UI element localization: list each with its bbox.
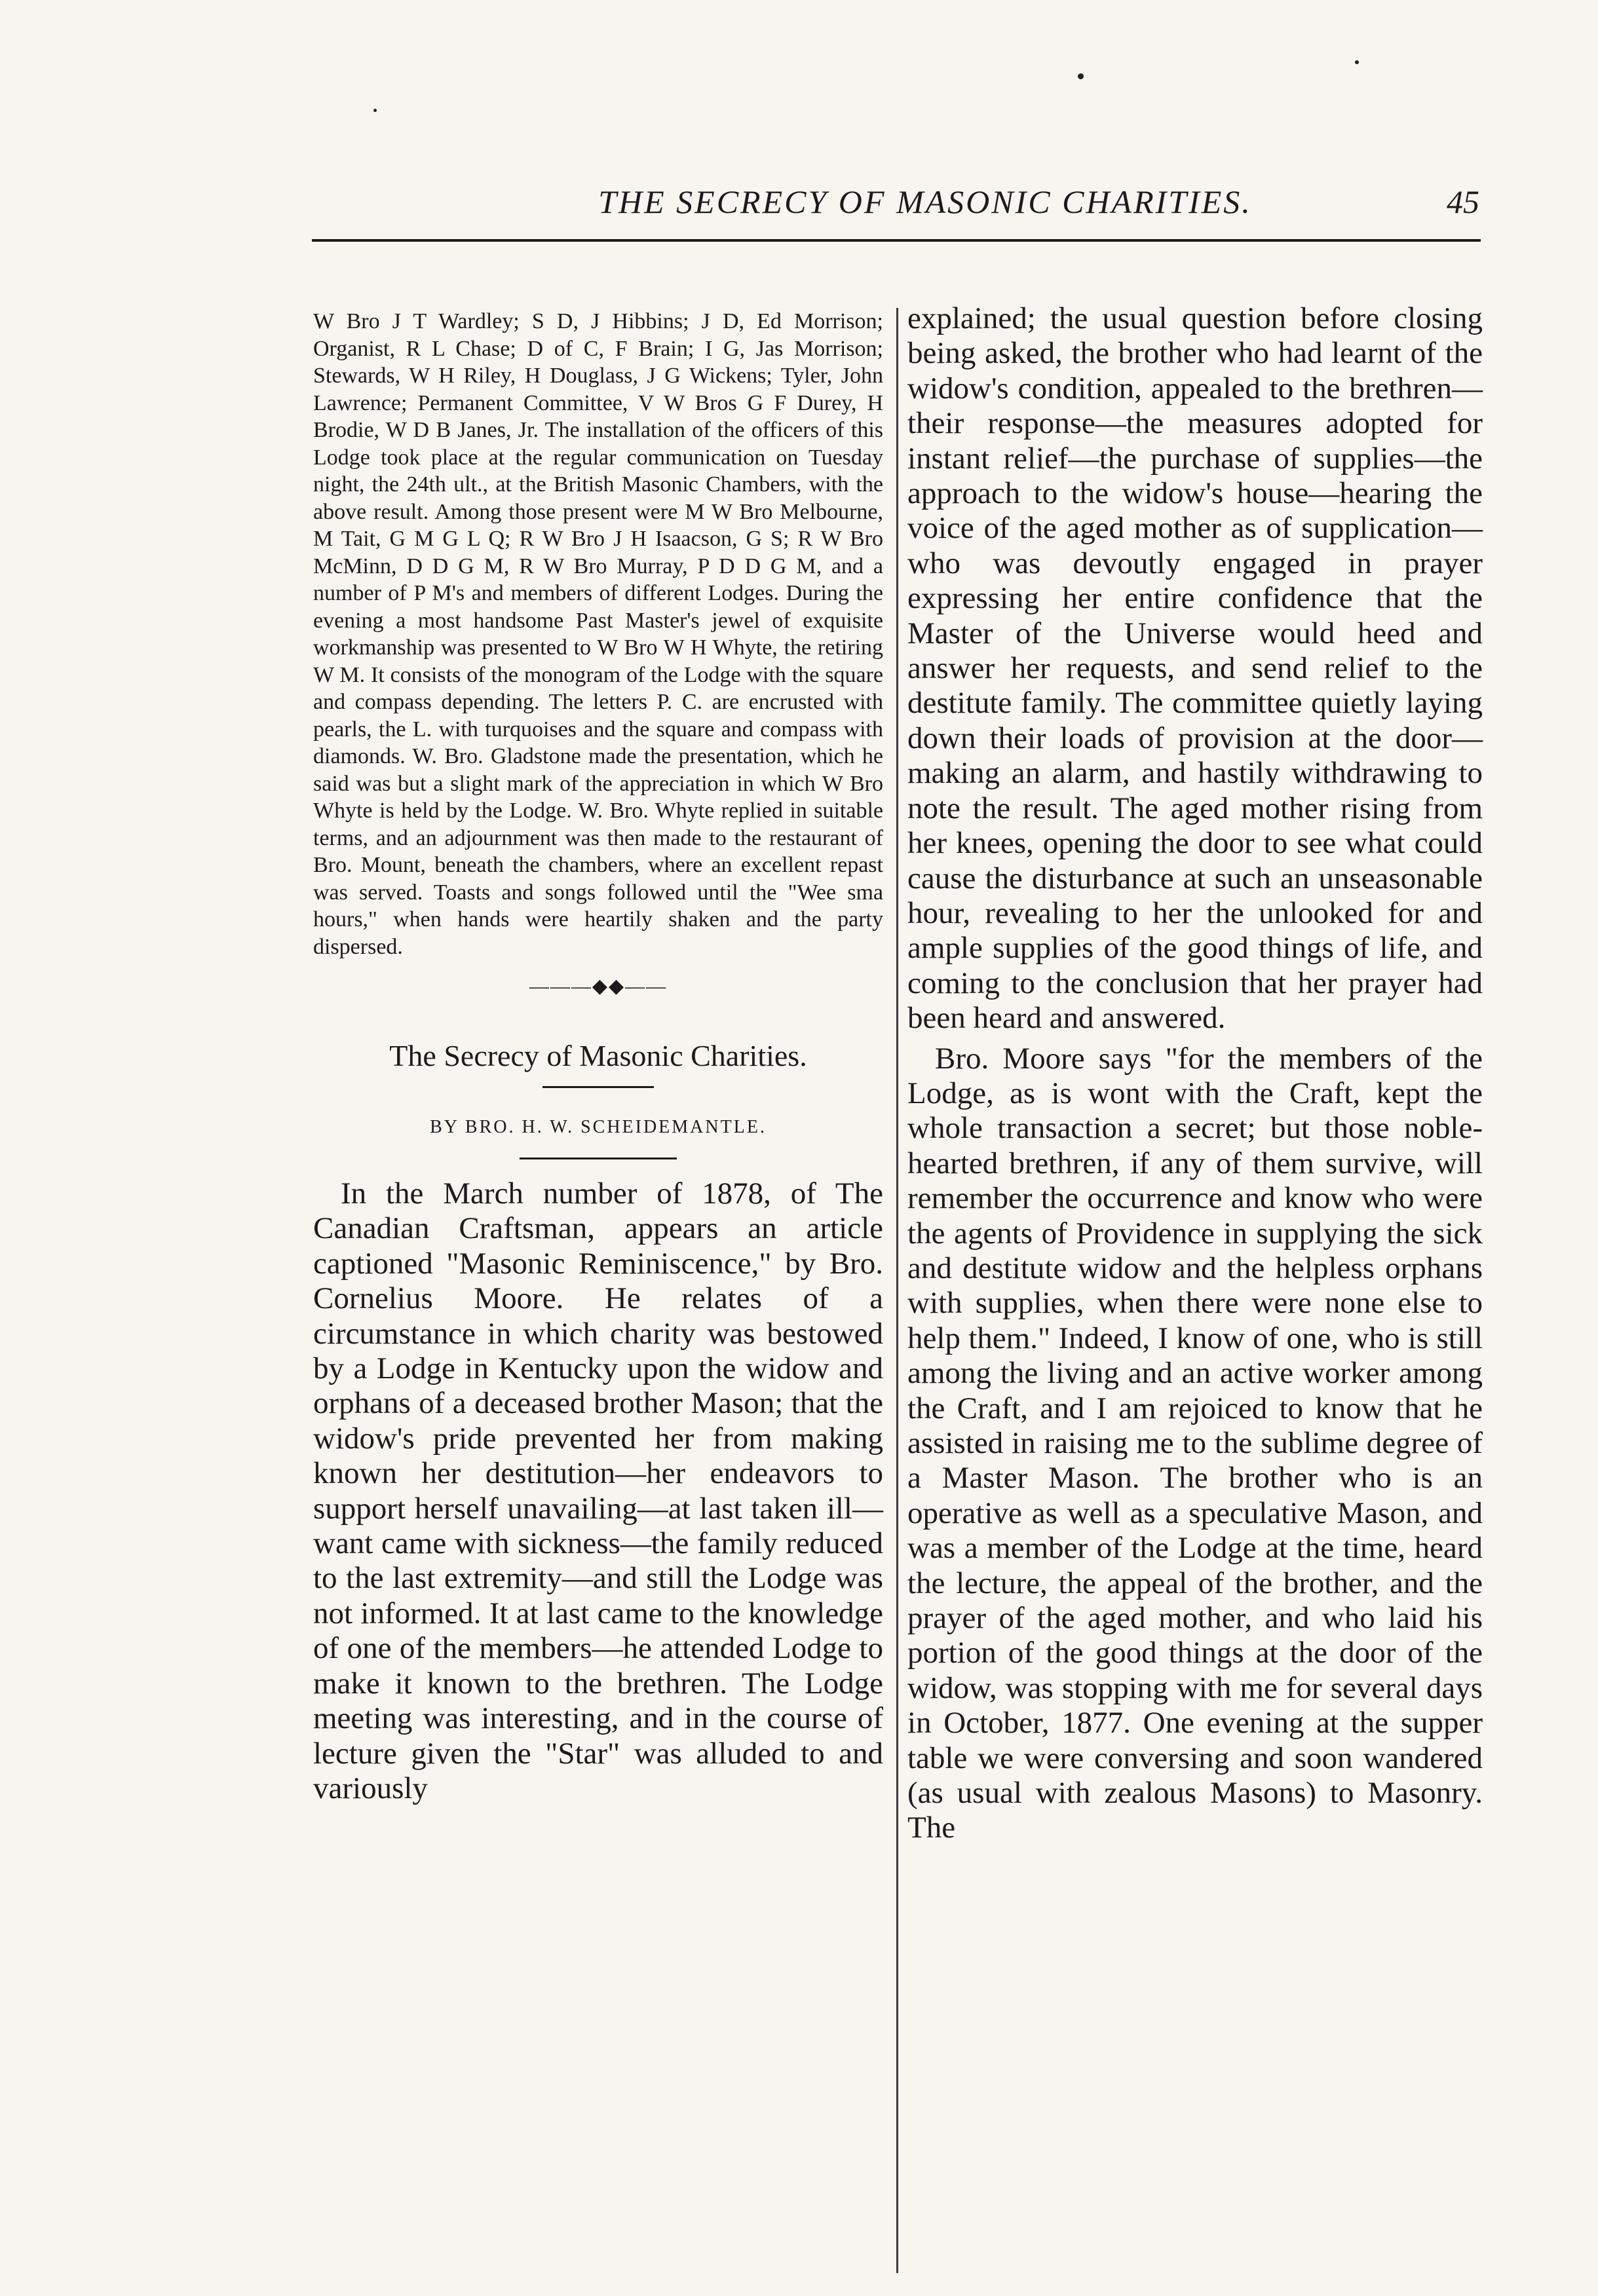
- header-rule: [312, 239, 1481, 242]
- print-speck: [1355, 60, 1359, 64]
- lodge-report-paragraph: W Bro J T Wardley; S D, J Hibbins; J D, Ed Morrison; Organist, R L Chase; D of C, F Brain; I G, Jas Morrison; Stewards, W H Riley, H Douglass, J G Wickens; Tyler, John Lawrence; Permanent Committee, V W Bros G F Durey, H Brodie, W D B Janes, Jr. The installation of the officers of this Lodge took place at the regular communication on Tuesday night, the 24th ult., at the British Masonic Chambers, with the above result. Among those present were M W Bro Melbourne, M Tait, G M G L Q; R W Bro J H Isaacson, G S; R W Bro McMinn, D D G M, R W Bro Murray, P D D G M, and a number of P M's and members of different Lodges. During the evening a most handsome Past Master's jewel of exquisite workmanship was presented to W Bro W H Whyte, the retiring W M. It consists of the monogram of the Lodge with the square and compass depending. The letters P. C. are encrusted with pearls, the L. with turquoises and the square and compass with diamonds. W. Bro. Gladstone made the presentation, which he said was but a slight mark of the appreciation in which W Bro Whyte is held by the Lodge. W. Bro. Whyte replied in suitable terms, and an adjournment was then made to the restaurant of Bro. Mount, beneath the chambers, where an excellent repast was served. Toasts and songs followed until the "Wee sma hours," when hands were heartily shaken and the party dispersed.: [313, 309, 883, 959]
- section-ornament: ———◆◆——: [529, 975, 668, 997]
- running-head: [314, 176, 1479, 228]
- left-column: [313, 308, 883, 1806]
- running-title: THE SECRECY OF MASONIC CHARITIES.: [598, 183, 1252, 220]
- article-title: The Secrecy of Masonic Charities.: [389, 1039, 807, 1072]
- title-rule: [542, 1086, 654, 1088]
- page-number: 45: [1447, 183, 1479, 220]
- column-divider: [896, 308, 898, 2273]
- article-paragraph-3: Bro. Moore says "for the members of the Lodge, as is wont with the Craft, kept the whole transaction a secret; but those noble-hearted brethren, if any of them survive, will remember the occurrence and know who were the agents of Providence in supplying the sick and destitute widow and the helpless orphans with supplies, when there were none else to help them." Indeed, I know of one, who is still among the living and an active worker among the Craft, and I am rejoiced to know that he assisted in raising me to the sublime degree of a Master Mason. The brother who is an operative as well as a speculative Mason, and was a member of the Lodge at the time, heard the lecture, the appeal of the brother, and the prayer of the aged mother, and who laid his portion of the good things at the door of the widow, was stopping with me for several days in October, 1877. One evening at the supper table we were conversing and soon wandered (as usual with zealous Masons) to Masonry. The: [907, 1041, 1483, 1845]
- byline-rule: [520, 1157, 677, 1159]
- article-byline: BY BRO. H. W. SCHEIDEMANTLE.: [430, 1117, 767, 1137]
- article-paragraph-1: In the March number of 1878, of The Canadian Craftsman, appears an article captioned "Masonic Reminiscence," by Bro. Cornelius Moore. He relates of a circumstance in which charity was bestowed by a Lodge in Kentucky upon the widow and orphans of a deceased brother Mason; that the widow's pride prevented her from making known her destitution—her endeavors to support herself unavailing—at last taken ill—want came with sickness—the family reduced to the last extremity—and still the Lodge was not informed. It at last came to the knowledge of one of the members—he attended Lodge to make it known to the brethren. The Lodge meeting was interesting, and in the course of lecture given the "Star" was alluded to and variously: [313, 1176, 883, 1805]
- print-speck: [373, 109, 377, 112]
- right-column: [907, 301, 1483, 1846]
- print-speck: [1078, 73, 1084, 79]
- article-paragraph-2: explained; the usual question before closing being asked, the brother who had learnt of the widow's condition, appealed to the brethren—their response—the measures adopted for instant relief—the purchase of supplies—the approach to the widow's house—hearing the voice of the aged mother as of supplication—who was devoutly engaged in prayer expressing her entire confidence that the Master of the Universe would heed and answer her requests, and send relief to the destitute family. The committee quietly laying down their loads of provision at the door—making an alarm, and hastily withdrawing to note the result. The aged mother rising from her knees, opening the door to see what could cause the disturbance at such an unseasonable hour, revealing to her the unlooked for and ample supplies of the good things of life, and coming to the conclusion that her prayer had been heard and answered.: [907, 301, 1483, 1036]
